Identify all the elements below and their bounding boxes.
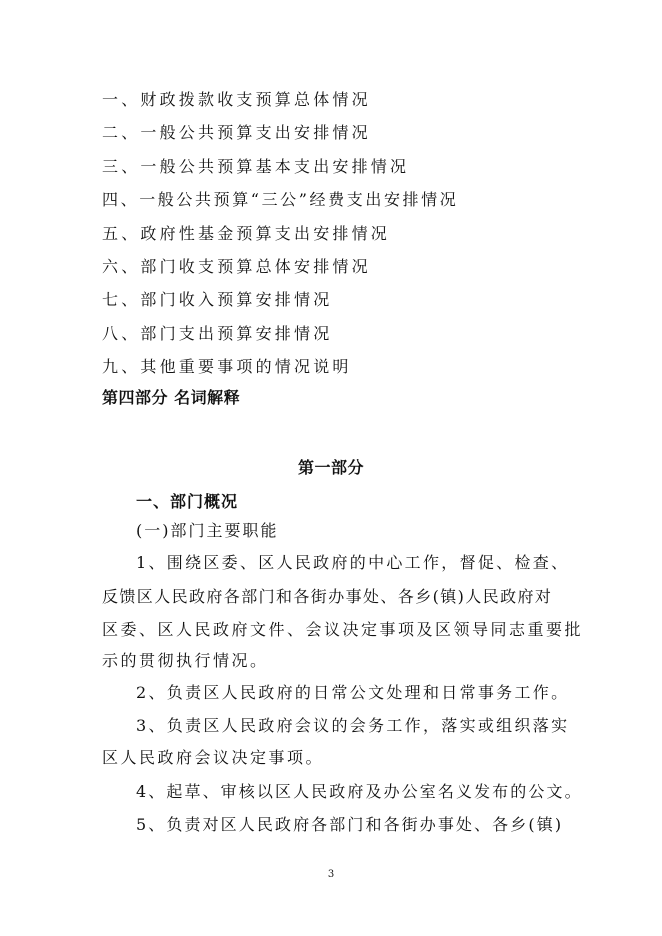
paragraph-line: 3、负责区人民政府会议的会务工作，落实或组织落实 [136, 716, 570, 735]
part4-heading: 第四部分 名词解释 [102, 388, 241, 407]
section-heading: 一、部门概况 [136, 492, 239, 511]
toc-item: 五、政府性基金预算支出安排情况 [102, 224, 391, 243]
toc-item: 三、一般公共预算基本支出安排情况 [102, 157, 410, 176]
paragraph-line: 区委、区人民政府文件、会议决定事项及区领导同志重要批 [102, 620, 584, 639]
paragraph-line: 示的贯彻执行情况。 [102, 651, 269, 670]
paragraph-line: 4、起草、审核以区人民政府及办公室名义发布的公文。 [136, 782, 583, 801]
toc-item: 四、一般公共预算“三公”经费支出安排情况 [102, 190, 459, 209]
page-number: 3 [327, 869, 335, 880]
subheading: (一)部门主要职能 [136, 521, 279, 540]
toc-item: 六、部门收支预算总体安排情况 [102, 257, 371, 276]
toc-item: 九、其他重要事项的情况说明 [102, 357, 352, 376]
paragraph-line: 5、负责对区人民政府各部门和各街办事处、各乡(镇) [136, 815, 564, 834]
toc-item: 一、财政拨款收支预算总体情况 [102, 90, 371, 109]
toc-item: 七、部门收入预算安排情况 [102, 290, 333, 309]
paragraph-line: 1、围绕区委、区人民政府的中心工作，督促、检查、 [136, 553, 570, 572]
paragraph-line: 2、负责区人民政府的日常公文处理和日常事务工作。 [136, 683, 570, 702]
toc-item: 二、一般公共预算支出安排情况 [102, 123, 371, 142]
toc-item: 八、部门支出预算安排情况 [102, 324, 333, 343]
paragraph-line: 区人民政府会议决定事项。 [102, 748, 325, 767]
paragraph-line: 反馈区人民政府各部门和各街办事处、各乡(镇)人民政府对 [102, 587, 553, 606]
part-title: 第一部分 [297, 458, 364, 477]
